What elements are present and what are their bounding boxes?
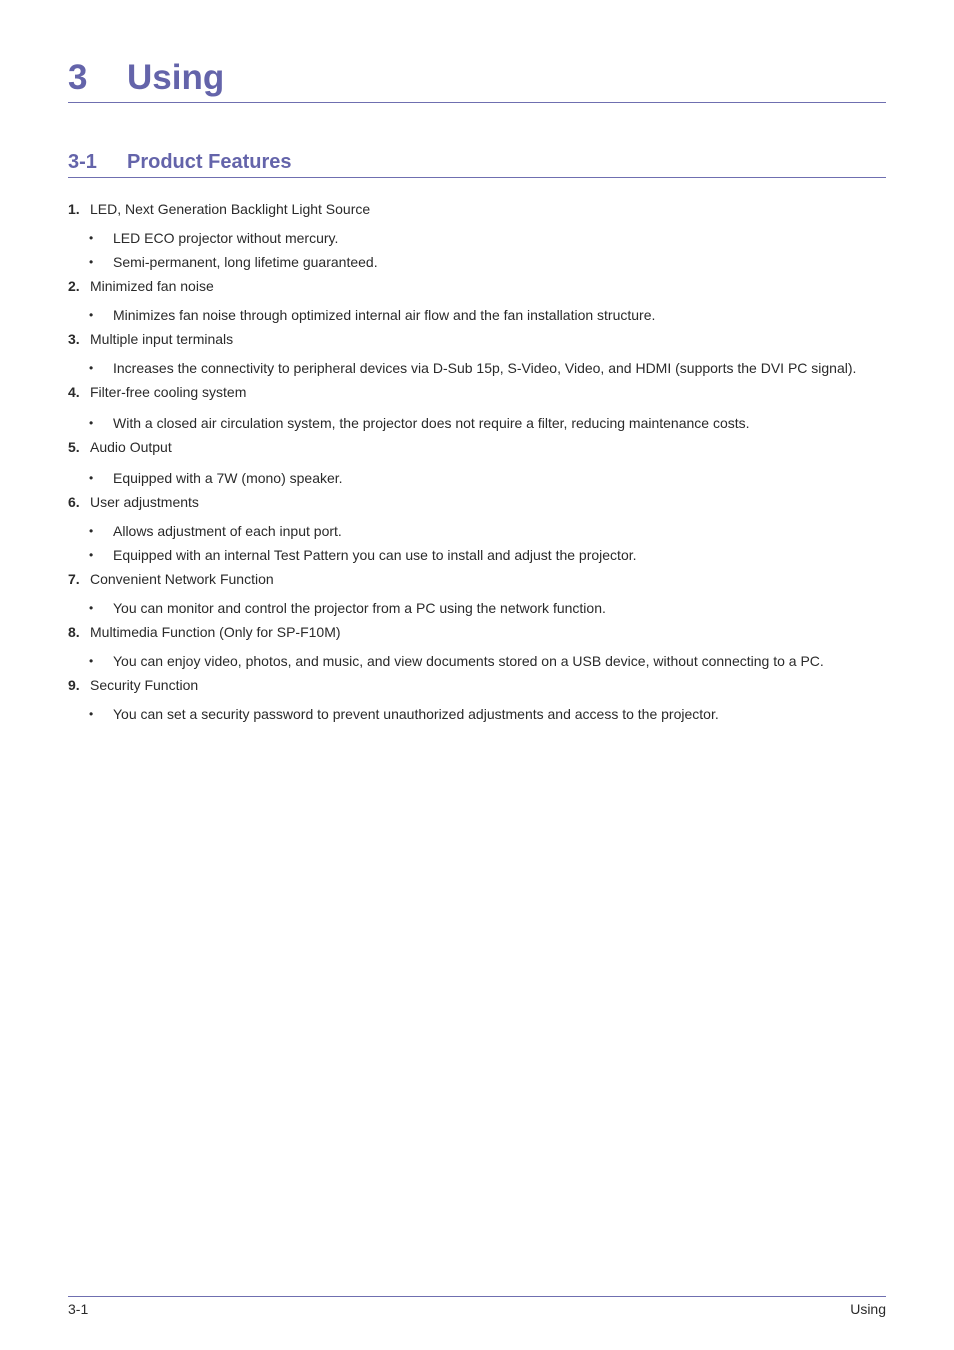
bullet-text: Minimizes fan noise through optimized internal air flow and the fan installation structure. (113, 307, 656, 323)
feature-list (68, 200, 886, 723)
feature-bullets (68, 359, 886, 377)
feature-bullets (68, 469, 886, 487)
feature-label: Minimized fan noise (90, 278, 214, 294)
feature-item (68, 200, 886, 271)
feature-item (68, 676, 886, 723)
feature-number: 5. (68, 439, 80, 455)
feature-heading (68, 330, 886, 348)
feature-bullets (68, 652, 886, 670)
feature-heading (68, 623, 886, 641)
feature-heading (68, 570, 886, 588)
bullet-item (68, 652, 886, 670)
bullet-text: Increases the connectivity to peripheral devices via D-Sub 15p, S-Video, Video, and HDMI (supports the DVI PC signal). (113, 360, 857, 376)
feature-number: 8. (68, 624, 80, 640)
bullet-item (68, 546, 886, 564)
bullet-dot-icon: • (89, 361, 94, 375)
bullet-dot-icon: • (89, 231, 94, 245)
bullet-text: Equipped with a 7W (mono) speaker. (113, 470, 343, 486)
feature-label: Security Function (90, 677, 199, 693)
feature-number: 6. (68, 494, 80, 510)
feature-item (68, 277, 886, 324)
bullet-text: You can enjoy video, photos, and music, and view documents stored on a USB device, without connecting to a PC. (113, 653, 824, 669)
bullet-item (68, 359, 886, 377)
feature-number: 9. (68, 677, 80, 693)
chapter-title: Using (127, 58, 225, 97)
bullet-text: With a closed air circulation system, the projector does not require a filter, reducing maintenance costs. (113, 415, 750, 431)
bullet-dot-icon: • (89, 524, 94, 538)
feature-item (68, 330, 886, 377)
section-number: 3-1 (68, 151, 97, 173)
feature-item (68, 493, 886, 564)
feature-bullets (68, 599, 886, 617)
feature-label: LED, Next Generation Backlight Light Source (90, 201, 371, 217)
bullet-dot-icon: • (89, 255, 94, 269)
feature-heading (68, 277, 886, 295)
bullet-text: Equipped with an internal Test Pattern you can use to install and adjust the projector. (113, 547, 637, 563)
feature-heading (68, 383, 886, 401)
feature-item (68, 383, 886, 432)
bullet-dot-icon: • (89, 707, 94, 721)
bullet-text: Allows adjustment of each input port. (113, 523, 342, 539)
feature-heading (68, 438, 886, 456)
bullet-item (68, 599, 886, 617)
bullet-item (68, 522, 886, 540)
section-title: Product Features (127, 151, 292, 173)
feature-label: Multiple input terminals (90, 331, 234, 347)
bullet-item (68, 306, 886, 324)
bullet-dot-icon: • (89, 654, 94, 668)
bullet-item (68, 469, 886, 487)
feature-heading (68, 200, 886, 218)
bullet-item (68, 414, 886, 432)
feature-bullets (68, 306, 886, 324)
bullet-text: LED ECO projector without mercury. (113, 230, 339, 246)
bullet-dot-icon: • (89, 548, 94, 562)
chapter-number: 3 (68, 58, 88, 97)
feature-number: 2. (68, 278, 80, 294)
section-header (68, 149, 886, 178)
feature-item (68, 438, 886, 487)
feature-item (68, 623, 886, 670)
feature-heading (68, 493, 886, 511)
feature-label: Multimedia Function (Only for SP-F10M) (90, 624, 341, 640)
feature-number: 7. (68, 571, 80, 587)
bullet-text: You can set a security password to prevent unauthorized adjustments and access to the projector. (113, 706, 719, 722)
feature-item (68, 570, 886, 617)
feature-bullets (68, 522, 886, 564)
feature-bullets (68, 705, 886, 723)
feature-label: Filter-free cooling system (90, 384, 247, 400)
bullet-item (68, 229, 886, 247)
feature-bullets (68, 414, 886, 432)
bullet-dot-icon: • (89, 308, 94, 322)
chapter-header (68, 56, 886, 103)
feature-number: 3. (68, 331, 80, 347)
feature-number: 4. (68, 384, 80, 400)
bullet-dot-icon: • (89, 471, 94, 485)
feature-heading (68, 676, 886, 694)
bullet-text: Semi-permanent, long lifetime guaranteed. (113, 254, 378, 270)
bullet-item (68, 253, 886, 271)
bullet-dot-icon: • (89, 416, 94, 430)
page-footer (68, 1296, 886, 1319)
feature-label: User adjustments (90, 494, 199, 510)
bullet-text: You can monitor and control the projector from a PC using the network function. (113, 600, 606, 616)
feature-label: Audio Output (90, 439, 172, 455)
footer-page-number: 3-1 (68, 1301, 89, 1317)
bullet-dot-icon: • (89, 601, 94, 615)
footer-chapter-title: Using (850, 1301, 886, 1317)
bullet-item (68, 705, 886, 723)
feature-label: Convenient Network Function (90, 571, 274, 587)
feature-number: 1. (68, 201, 80, 217)
feature-bullets (68, 229, 886, 271)
